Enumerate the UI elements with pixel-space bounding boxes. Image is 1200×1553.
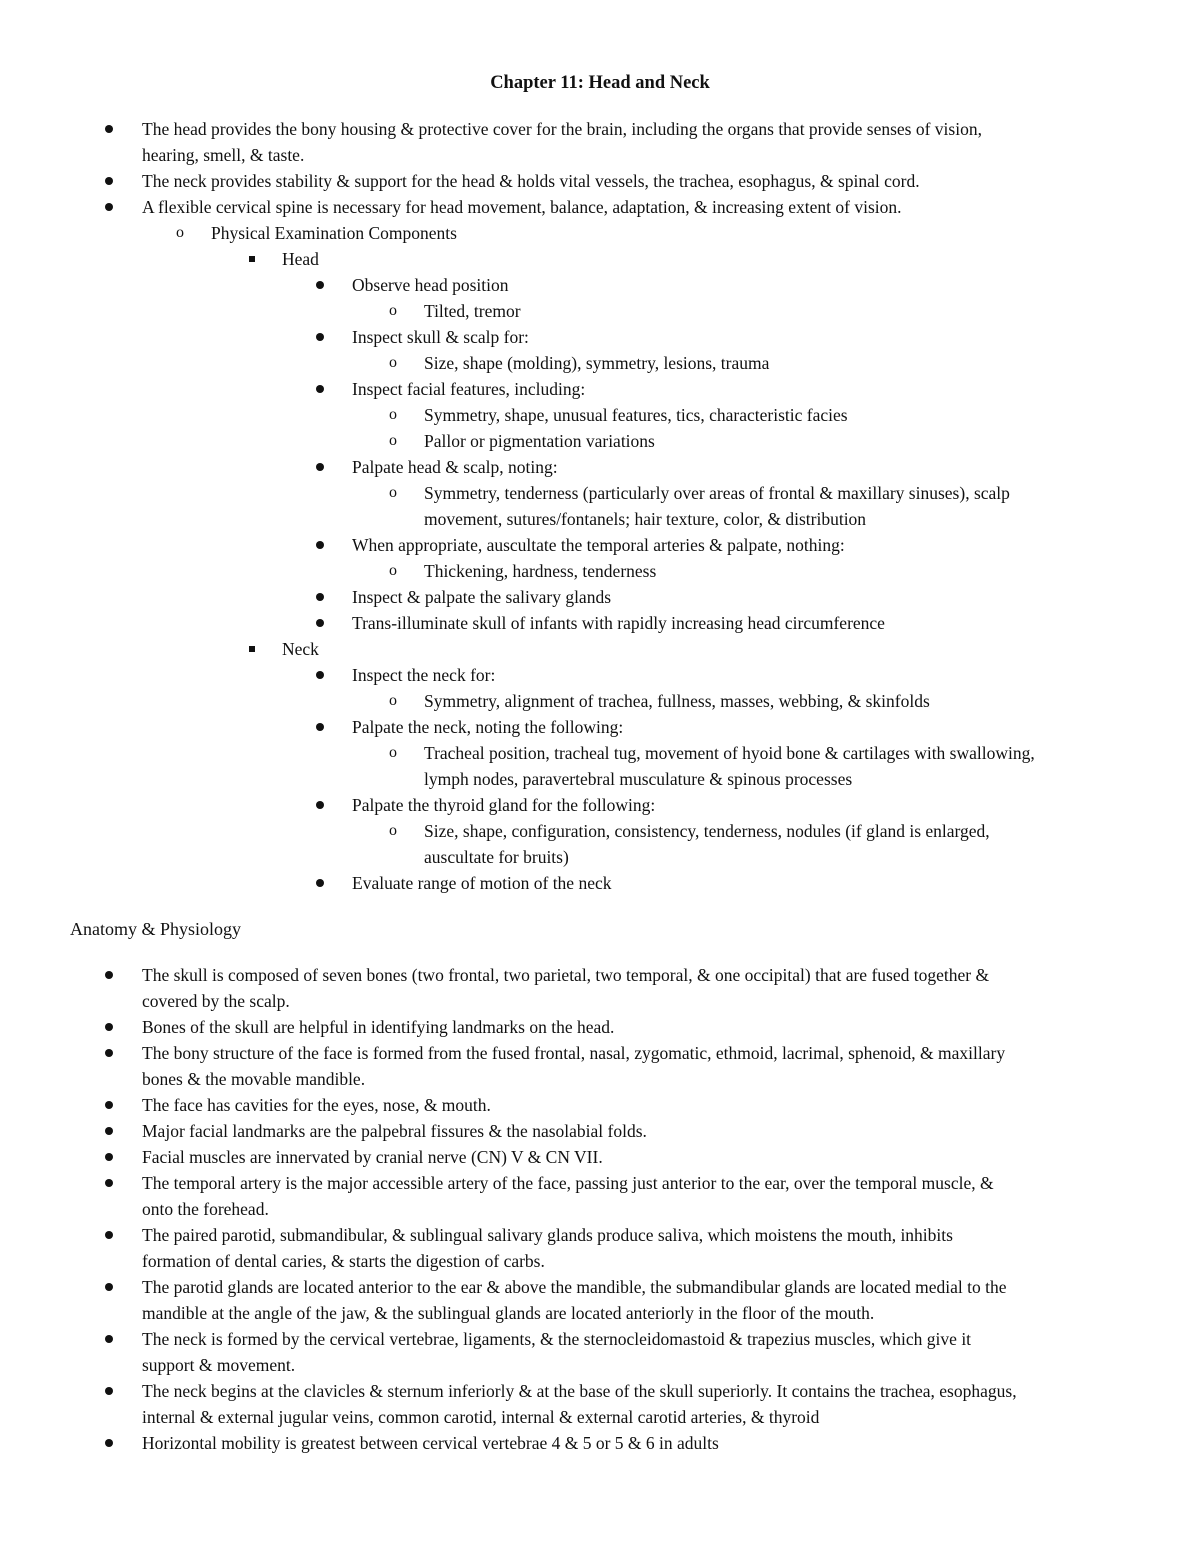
neck-sub-item: lymph nodes, paravertebral musculature & spinous processes (424, 769, 853, 789)
anatomy-line: support & movement. (142, 1355, 296, 1375)
anatomy-line: The neck begins at the clavicles & sternum inferiorly & at the base of the skull superiorly. It contains the trachea, esophagus, (142, 1381, 1017, 1401)
neck-sub-item: Symmetry, alignment of trachea, fullness, masses, webbing, & skinfolds (424, 691, 930, 711)
square-bullet-icon (249, 646, 255, 652)
intro-line: A flexible cervical spine is necessary for head movement, balance, adaptation, & increasing extent of vision. (142, 197, 902, 217)
anatomy-line: The paired parotid, submandibular, & sublingual salivary glands produce saliva, which moistens the mouth, inhibits (142, 1225, 953, 1245)
circle-bullet-icon: o (389, 822, 397, 839)
page-title: Chapter 11: Head and Neck (490, 73, 710, 93)
head-item: Palpate head & scalp, noting: (352, 457, 558, 477)
bullet-icon (105, 1439, 113, 1447)
neck-item: Inspect the neck for: (352, 665, 496, 685)
circle-bullet-icon: o (389, 354, 397, 371)
bullet-icon (316, 723, 324, 731)
neck-sub-item: Tracheal position, tracheal tug, movement of hyoid bone & cartilages with swallowing, (424, 743, 1035, 763)
head-item: When appropriate, auscultate the temporal arteries & palpate, nothing: (352, 535, 845, 555)
anatomy-line: internal & external jugular veins, common carotid, internal & external carotid arteries, & thyroid (142, 1407, 820, 1427)
neck-item: Palpate the neck, noting the following: (352, 717, 624, 737)
anatomy-line: The temporal artery is the major accessible artery of the face, passing just anterior to the ear, over the temporal muscle, & (142, 1173, 994, 1193)
head-sub-item: Symmetry, shape, unusual features, tics, characteristic facies (424, 405, 848, 425)
head-item: Inspect skull & scalp for: (352, 327, 529, 347)
head-item: Observe head position (352, 275, 509, 295)
neck-item: Palpate the thyroid gland for the following: (352, 795, 656, 815)
bullet-icon (105, 125, 113, 133)
circle-bullet-icon: o (389, 432, 397, 449)
head-sub-item: movement, sutures/fontanels; hair texture, color, & distribution (424, 509, 867, 529)
bullet-icon (105, 1387, 113, 1395)
bullet-icon (105, 203, 113, 211)
bullet-icon (316, 463, 324, 471)
circle-bullet-icon: o (389, 744, 397, 761)
bullet-icon (316, 879, 324, 887)
circle-bullet-icon: o (176, 224, 184, 241)
neck-sub-item: auscultate for bruits) (424, 847, 569, 867)
neck-sub-item: Size, shape, configuration, consistency, tenderness, nodules (if gland is enlarged, (424, 821, 990, 841)
head-item: Trans-illuminate skull of infants with rapidly increasing head circumference (352, 613, 885, 633)
bullet-icon (316, 619, 324, 627)
intro-line: The neck provides stability & support for the head & holds vital vessels, the trachea, esophagus, & spinal cord. (142, 171, 920, 191)
anatomy-line: The skull is composed of seven bones (two frontal, two parietal, two temporal, & one occipital) that are fused together & (142, 965, 990, 985)
bullet-icon (105, 1179, 113, 1187)
circle-bullet-icon: o (389, 562, 397, 579)
head-sub-item: Size, shape (molding), symmetry, lesions, trauma (424, 353, 770, 373)
bullet-icon (316, 593, 324, 601)
head-label: Head (282, 249, 319, 269)
square-bullet-icon (249, 256, 255, 262)
neck-label: Neck (282, 639, 319, 659)
bullet-icon (316, 801, 324, 809)
neck-item: Evaluate range of motion of the neck (352, 873, 612, 893)
bullet-icon (316, 281, 324, 289)
intro-line: The head provides the bony housing & protective cover for the brain, including the organs that provide senses of vision, (142, 119, 982, 139)
circle-bullet-icon: o (389, 406, 397, 423)
anatomy-line: Major facial landmarks are the palpebral fissures & the nasolabial folds. (142, 1121, 647, 1141)
head-sub-item: Symmetry, tenderness (particularly over areas of frontal & maxillary sinuses), scalp (424, 483, 1010, 503)
bullet-icon (105, 1127, 113, 1135)
head-sub-item: Tilted, tremor (424, 301, 521, 321)
bullet-icon (316, 671, 324, 679)
bullet-icon (105, 1153, 113, 1161)
head-sub-item: Thickening, hardness, tenderness (424, 561, 657, 581)
circle-bullet-icon: o (389, 484, 397, 501)
anatomy-line: Facial muscles are innervated by cranial nerve (CN) V & CN VII. (142, 1147, 603, 1167)
head-item: Inspect facial features, including: (352, 379, 586, 399)
circle-bullet-icon: o (389, 692, 397, 709)
circle-bullet-icon: o (389, 302, 397, 319)
anatomy-line: The face has cavities for the eyes, nose, & mouth. (142, 1095, 491, 1115)
anatomy-line: formation of dental caries, & starts the digestion of carbs. (142, 1251, 545, 1271)
bullet-icon (105, 1023, 113, 1031)
anatomy-line: The parotid glands are located anterior to the ear & above the mandible, the submandibular glands are located medial to the (142, 1277, 1007, 1297)
bullet-icon (105, 1335, 113, 1343)
head-sub-item: Pallor or pigmentation variations (424, 431, 655, 451)
pe-components-label: Physical Examination Components (211, 223, 457, 243)
bullet-icon (105, 177, 113, 185)
head-item: Inspect & palpate the salivary glands (352, 587, 612, 607)
anatomy-line: The neck is formed by the cervical vertebrae, ligaments, & the sternocleidomastoid & trapezius muscles, which give it (142, 1329, 972, 1349)
anatomy-line: bones & the movable mandible. (142, 1069, 366, 1089)
anatomy-line: Horizontal mobility is greatest between cervical vertebrae 4 & 5 or 5 & 6 in adults (142, 1433, 719, 1453)
anatomy-heading: Anatomy & Physiology (70, 919, 242, 939)
bullet-icon (105, 1283, 113, 1291)
anatomy-line: covered by the scalp. (142, 991, 290, 1011)
bullet-icon (105, 1231, 113, 1239)
bullet-icon (105, 1101, 113, 1109)
bullet-icon (316, 333, 324, 341)
anatomy-line: mandible at the angle of the jaw, & the sublingual glands are located anteriorly in the floor of the mouth. (142, 1303, 875, 1323)
bullet-icon (316, 385, 324, 393)
anatomy-line: onto the forehead. (142, 1199, 269, 1219)
bullet-icon (316, 541, 324, 549)
anatomy-line: The bony structure of the face is formed from the fused frontal, nasal, zygomatic, ethmoid, lacrimal, sphenoid, & maxillary (142, 1043, 1006, 1063)
bullet-icon (105, 971, 113, 979)
bullet-icon (105, 1049, 113, 1057)
anatomy-line: Bones of the skull are helpful in identifying landmarks on the head. (142, 1017, 615, 1037)
intro-line: hearing, smell, & taste. (142, 145, 305, 165)
